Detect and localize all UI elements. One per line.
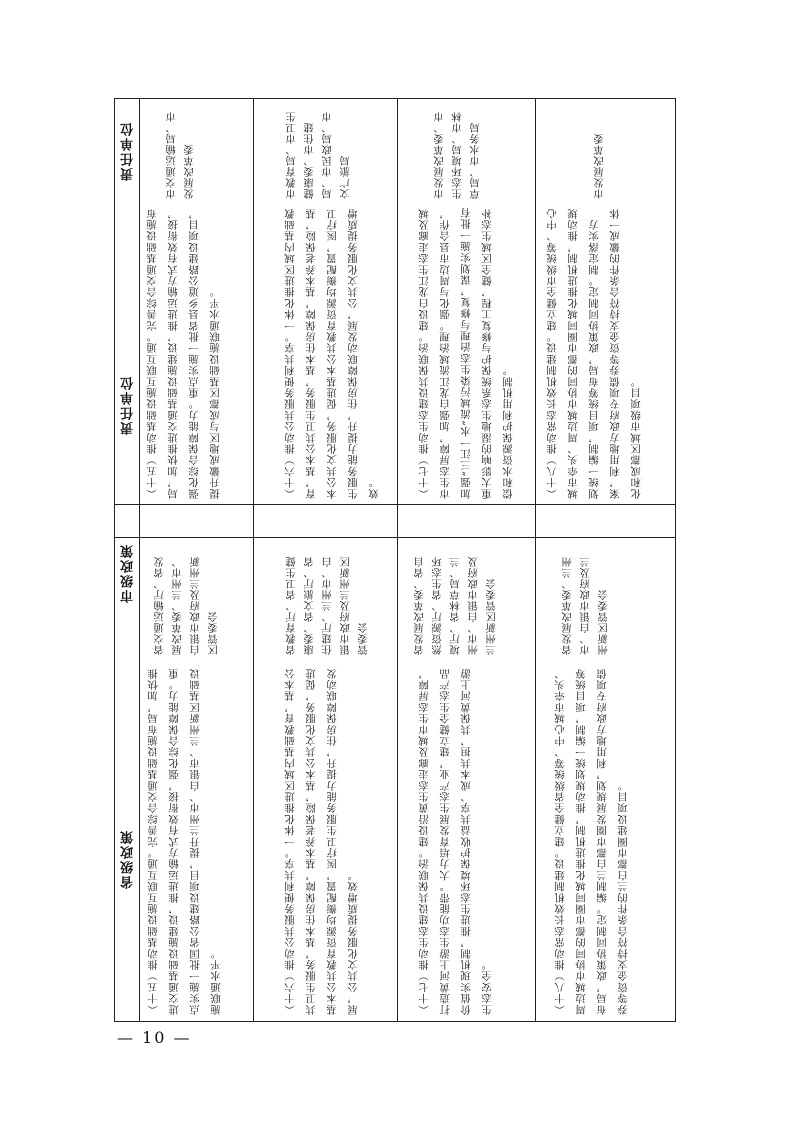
table-divider — [139, 99, 140, 1021]
provincial-unit-15: 省交通运输厅、省发展改革委、兰州市、白银市政府及兰州新区管委会 — [154, 556, 220, 655]
provincial-unit-18: 省发展改革委、兰州市、白银市政府及兰州新区管委会 — [562, 556, 610, 655]
provincial-policy-header: 省级政策 — [121, 829, 136, 889]
provincial-policy-18: （十八）推动常态长效机制建设。建立健全省级统筹、中心城市牵头、周边城市协同的都市圈同城化推进机制，推动规划统一编制，项目统筹布局，政策协同制定。编制兰白都市圈发展规划，利用地方政府专项债券等资金支持符合条件的兰白都市圈建设项目。 — [555, 667, 630, 1015]
table-divider — [397, 99, 398, 1021]
provincial-unit-17: 省发展改革委、省自然资源厅、省生态环境厅、省林草局、兰州市、白银市政府及兰州新区管委会 — [414, 556, 498, 655]
city-unit-18: 市发展改革委 — [594, 133, 606, 199]
responsible-unit-header: 责任单位 — [121, 375, 136, 435]
table-divider — [115, 537, 675, 538]
city-unit-15: 市交通运输局、市发展改革委 — [166, 111, 196, 199]
city-policy-16: （十六）推动公共服务便利共享。一体化推进区域内基础教育，基本公共卫生服务，基本住房保障，基本养老保险，基本公共文化服务，促进基本公共教育资源均衡配置，医疗卫生服务能力提升，住房保障联动发展，公共文化服务提质增效。 — [285, 207, 381, 499]
provincial-policy-17: （十七）推动生态建设共保联治。建设沿黄生态走廊及城市生态屏障，打造黄河上游生态功能带。大力培育发展生态产业，建立健全生态产品价值实现机制，推进生态环境保护收益共享、成本共担，共保黄河上游生态安全。 — [419, 667, 494, 1015]
provincial-policy-16: （十六）推动公共服务便利共享。一体化推进区域内基础教育，基本公共卫生服务，基本住房保障，基本养老保险，基本公共文化服务，促进基本公共教育资源均衡配置，医疗卫生服务能力提升，住房保障联动发展，公共文化服务提质增效。 — [285, 667, 360, 1015]
provincial-unit-16: 省教育厅、省卫生健康委、省文旅厅、省住建厅、兰州市、白银市政府及兰州新区管委会 — [286, 556, 370, 655]
policy-table — [114, 98, 676, 1022]
city-policy-15: （十五）推动基础设施互联互通。完善综合交通基础设施布局，加快推进交通基础设施建设，推进运输方式有效衔接，强化综合保障能力。重点实施一批省县乡道公路建设项目，提升徽成地区与成都区基础设施联通水平。 — [147, 207, 222, 499]
page-number: — 10 — — [117, 1028, 192, 1047]
city-policy-17: （十七）推动生态建设共保联治。建设白龙江生态走廊及城市生态屏障，加强白龙江流域治理。强化与周边市县合作，加强“三江一水”流域污染生态治理与修复，谋划实施一批有重大影响的湿地生态系统保护与修复工程，健全区域生态补偿和水资源保护利用机制。 — [419, 206, 515, 499]
table-divider — [115, 504, 675, 505]
provincial-policy-15: （十五）推动基础设施互联互通。完善综合交通基础设施布局，加快推进交通基础设施建设，推进运输方式有效衔接，强化综合保障能力。重点实施一批国省公路建设项目，提升兰州市、白银市、兰州新区基础设施联通水平。 — [148, 667, 223, 1015]
city-unit-16: 市教育局、市卫生健康委、市住建局、市民政局、市文广旅局 — [286, 111, 352, 199]
city-unit-17: 市发展改革委、市生态环境局、市林草局、市水务局 — [434, 111, 482, 199]
responsible-unit-header: 责任单位 — [121, 121, 136, 181]
city-policy-18: （十八）推动常态长效机制建设。建立健全市级统筹、中心城市牵头、周边城市协同的都市圈同城化推进机制，推动规划统一编制，项目统筹布局，政策协同制定。制定落实方案，利用地方政府专项债券等资金支持符合条件的徽成一体化和成都区域市级项目。 — [547, 207, 643, 499]
city-policy-header: 市级政策 — [121, 543, 136, 603]
table-divider — [535, 99, 536, 1021]
